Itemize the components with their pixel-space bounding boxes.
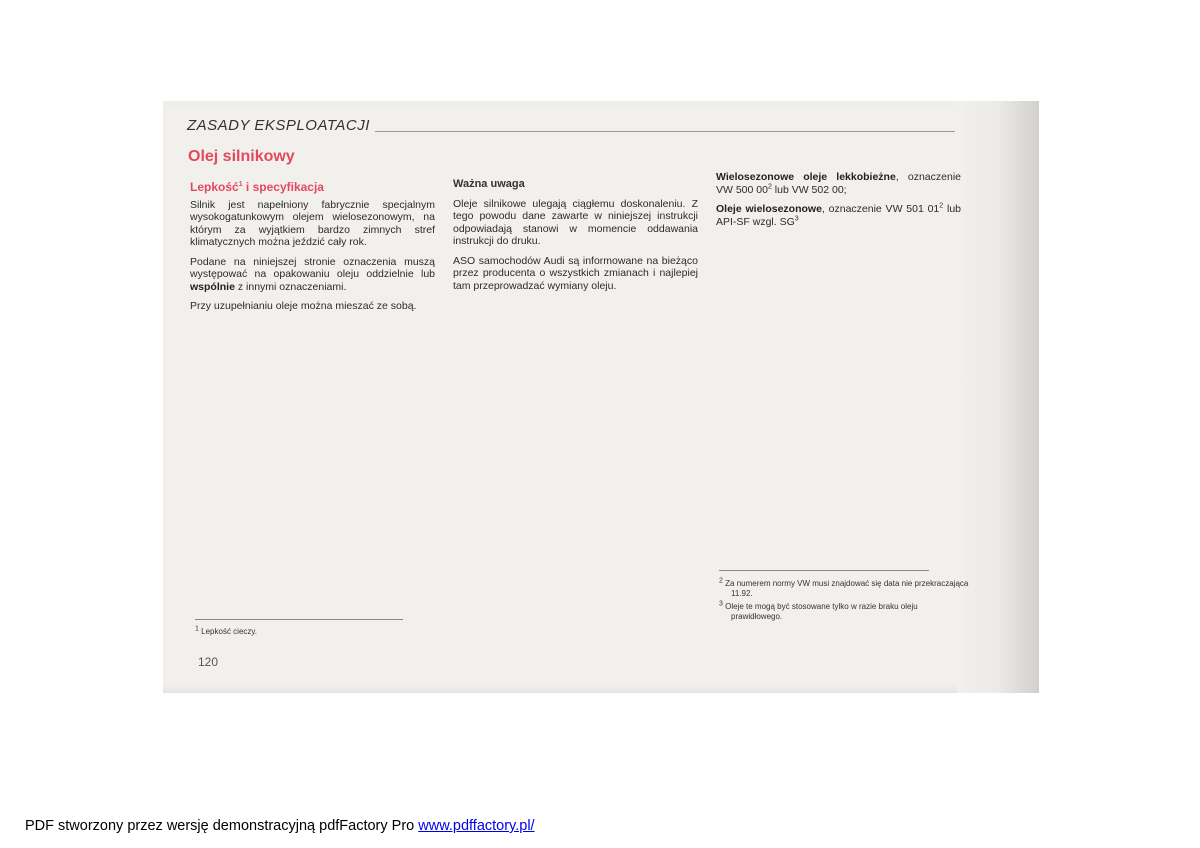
paragraph: Oleje wielosezonowe, oznaczenie VW 501 $01^2$ lub API-SF wzgl. $SG^3$ — [716, 202, 961, 228]
column-2 — [453, 178, 698, 299]
header-rule — [375, 131, 955, 132]
column-1 — [190, 181, 435, 320]
pdf-banner — [25, 818, 535, 834]
paragraph: Wielosezonowe oleje lekkobieżne, oznaczenie VW 500 $00^2$ lub VW 502 00; — [716, 171, 961, 196]
chapter-header: ZASADY EKSPLOATACJI — [187, 117, 370, 134]
banner-text: PDF stworzony przez wersję demonstracyjną pdfFactory Pro — [25, 818, 419, 834]
footnote-rule — [195, 619, 403, 620]
footnote-rule — [719, 570, 929, 571]
paragraph: Podane na niniejszej stronie oznaczenia muszą występować na opakowaniu oleju oddzielnie lub wspólnie z innymi oznaczeniami. — [190, 255, 435, 293]
footnotes-right — [719, 579, 969, 625]
column-3 — [716, 171, 961, 235]
paragraph: Silnik jest napełniony fabrycznie specjalnym wysokogatunkowym olejem wielosezonowym, na którym za wyjątkiem bardzo zimnych stref klimatycznych można jeździć cały rok. — [190, 198, 435, 248]
footnote-1: $^1$ Lepkość cieczy. — [195, 625, 258, 636]
paragraph: Przy uzupełnianiu oleje można mieszać ze sobą. — [190, 300, 417, 312]
footnote-3: $^3$ Oleje te mogą być stosowane tylko w razie braku oleju prawidłowego. — [719, 600, 918, 621]
section-title: Olej silnikowy — [188, 148, 295, 165]
page-number: 120 — [198, 655, 219, 669]
scanned-page — [163, 101, 1039, 693]
page-edge-shadow — [957, 101, 1039, 693]
paragraph: ASO samochodów Audi są informowane na bieżąco przez producenta o wszystkich zmianach i najlepiej tam przeprowadzać wymiany oleju. — [453, 254, 698, 292]
important-note-heading: Ważna uwaga — [453, 178, 525, 190]
pdffactory-link[interactable]: www.pdffactory.pl/ — [418, 818, 535, 834]
footnote-2: $^2$ Za numerem normy VW musi znajdować się data nie przekraczająca 11.92. — [719, 577, 969, 598]
viscosity-heading: Lepkość$^1$ i specyfikacja — [190, 180, 324, 194]
paragraph: Oleje silnikowe ulegają ciągłemu doskonaleniu. Z tego powodu dane zawarte w niniejszej instrukcji odpowiadają stanowi w momencie oddawania instrukcji do druku. — [453, 197, 698, 247]
